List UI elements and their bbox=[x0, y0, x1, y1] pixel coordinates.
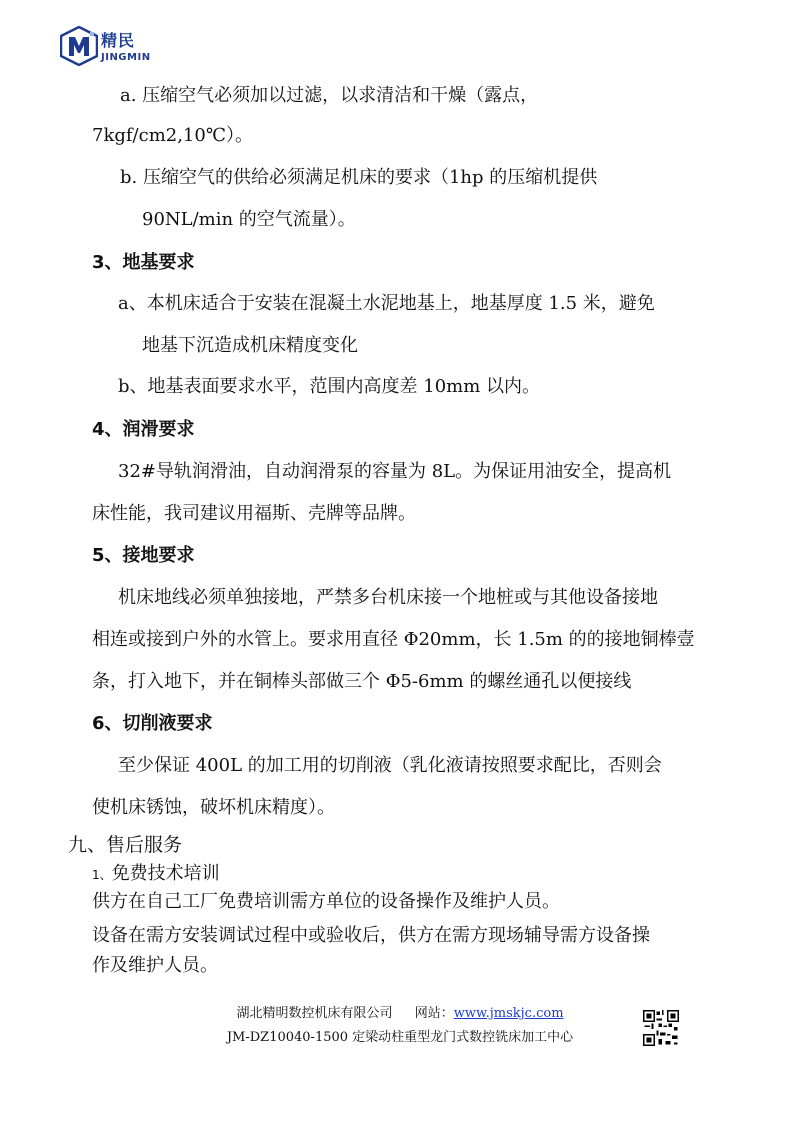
heading-lubrication: 4、润滑要求 bbox=[92, 419, 195, 440]
heading-after-sales-service: 九、售后服务 bbox=[68, 834, 183, 856]
training-line-2: 设备在需方安装调试过程中或验收后，供方在需方现场辅导需方设备操 bbox=[92, 925, 650, 946]
footer-site-label: 网站： bbox=[414, 1006, 454, 1021]
training-item bbox=[92, 862, 220, 887]
logo-text-cn: 精民 bbox=[101, 31, 136, 50]
compressed-air-filter-line-2: 7kgf/cm2,10℃）。 bbox=[92, 125, 253, 146]
footer-product-name: JM-DZ10040-1500 定梁动柱重型龙门式数控铣床加工中心 bbox=[226, 1030, 574, 1045]
foundation-a-line-1: a、本机床适合于安装在混凝土水泥地基上，地基厚度 1.5 米，避免 bbox=[118, 293, 655, 314]
footer-website-link[interactable]: www.jmskjc.com bbox=[453, 1006, 564, 1021]
lubrication-line-2: 床性能，我司建议用福斯、壳牌等品牌。 bbox=[92, 503, 416, 524]
jingmin-logo-icon bbox=[60, 26, 98, 66]
heading-foundation: 3、地基要求 bbox=[92, 252, 195, 273]
logo-text-en: JINGMIN bbox=[101, 52, 151, 63]
heading-cutting-fluid: 6、切削液要求 bbox=[92, 713, 213, 734]
qr-code-icon bbox=[643, 1010, 679, 1046]
compressed-air-supply-line-1: b. 压缩空气的供给必须满足机床的要求（1hp 的压缩机提供 bbox=[120, 167, 598, 188]
grounding-line-1: 机床地线必须单独接地，严禁多台机床接一个地桩或与其他设备接地 bbox=[118, 587, 658, 608]
heading-grounding: 5、接地要求 bbox=[92, 545, 195, 566]
lubrication-line-1: 32#导轨润滑油，自动润滑泵的容量为 8L。为保证用油安全，提高机 bbox=[118, 461, 672, 482]
training-line-3: 作及维护人员。 bbox=[92, 955, 218, 976]
cutting-fluid-line-2: 使机床锈蚀，破坏机床精度）。 bbox=[92, 797, 335, 818]
training-line-1: 供方在自己工厂免费培训需方单位的设备操作及维护人员。 bbox=[92, 891, 560, 912]
footer-company-line bbox=[0, 1004, 800, 1024]
footer-company-name: 湖北精明数控机床有限公司 bbox=[236, 1006, 393, 1021]
foundation-b-line: b、地基表面要求水平，范围内高度差 10mm 以内。 bbox=[118, 376, 541, 397]
compressed-air-filter-line-1: a. 压缩空气必须加以过滤，以求清洁和干燥（露点， bbox=[120, 85, 539, 106]
grounding-line-2: 相连或接到户外的水管上。要求用直径 Φ20mm，长 1.5m 的的接地铜棒壹 bbox=[92, 629, 695, 650]
training-item-label: 免费技术培训 bbox=[111, 863, 220, 884]
company-logo bbox=[60, 22, 170, 72]
foundation-a-line-2: 地基下沉造成机床精度变化 bbox=[142, 335, 358, 356]
training-item-number: 1、 bbox=[92, 868, 112, 882]
cutting-fluid-line-1: 至少保证 400L 的加工用的切削液（乳化液请按照要求配比，否则会 bbox=[118, 755, 662, 776]
grounding-line-3: 条，打入地下，并在铜棒头部做三个 Φ5-6mm 的螺丝通孔以便接线 bbox=[92, 671, 632, 692]
compressed-air-supply-line-2: 90NL/min 的空气流量）。 bbox=[142, 209, 356, 230]
